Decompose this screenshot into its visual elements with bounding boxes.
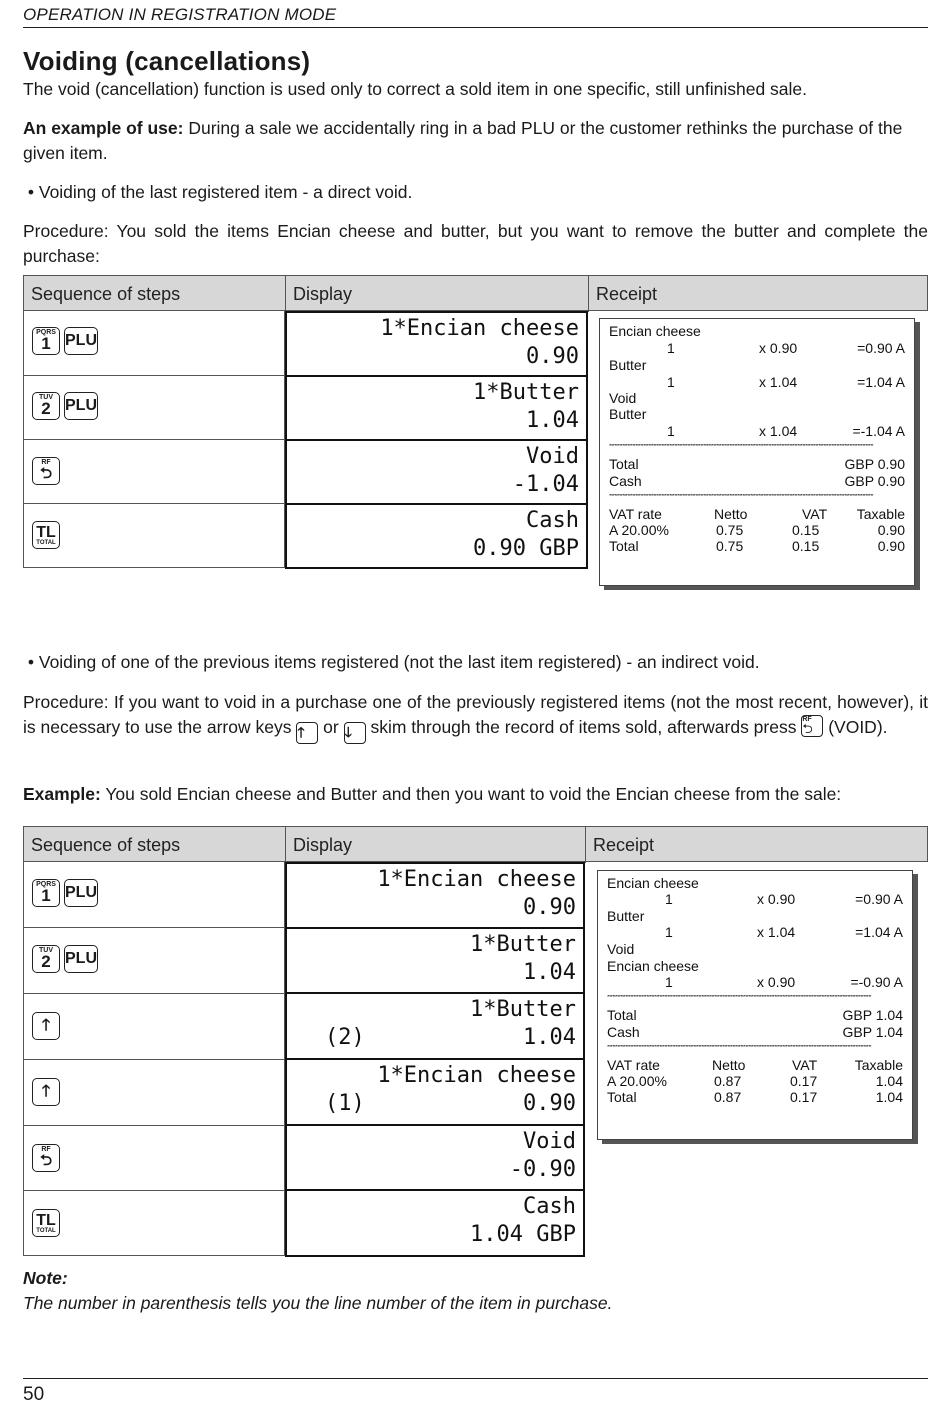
- vat-cell: 0.75: [716, 522, 744, 538]
- key-void-rf: [32, 457, 60, 485]
- vat-cell: 0.15: [792, 522, 820, 538]
- column-header-steps: Sequence of steps: [24, 827, 286, 863]
- column-header-receipt: Receipt: [593, 835, 655, 855]
- step-row: [23, 994, 285, 1060]
- key-arrow-up: [32, 1012, 60, 1040]
- display-panel: [285, 862, 585, 930]
- key-sub-label: TUV: [39, 394, 53, 401]
- receipt-void-label: Void: [609, 390, 637, 406]
- table-header: [23, 275, 928, 311]
- display-line-2: [287, 1156, 576, 1184]
- receipt-indirect-void: [597, 870, 913, 1140]
- steps-table-indirect-void: [23, 826, 928, 1256]
- receipt-line: [607, 908, 903, 925]
- receipt-vat-row: [607, 1073, 903, 1090]
- receipt-line: [607, 891, 903, 908]
- receipt-amount: =1.04 A: [857, 374, 905, 390]
- page-number: 50: [23, 1384, 45, 1405]
- vat-cell: Total: [607, 1089, 637, 1105]
- vat-cell: 0.90: [877, 522, 905, 538]
- receipt-price: x 0.90: [757, 891, 796, 907]
- steps-table-direct-void: [23, 275, 928, 575]
- void-arrow-icon: ⮌: [802, 721, 813, 736]
- receipt-qty: 1: [667, 374, 675, 390]
- display-line-1: Void: [526, 444, 579, 469]
- bullet-direct-void-text: Voiding of the last registered item - a direct void.: [38, 182, 413, 202]
- vat-cell: Total: [609, 538, 639, 554]
- receipt-separator: *****************************************************************************************************: [607, 995, 871, 1001]
- step-row: [23, 862, 285, 928]
- arrow-up-icon: 🡑: [41, 1017, 51, 1034]
- vat-cell: 1.04: [875, 1073, 903, 1089]
- key-2: [32, 945, 60, 973]
- key-sub-label: PQRS: [36, 329, 56, 336]
- receipt-qty: 1: [665, 891, 673, 907]
- column-header-display: Display: [286, 276, 589, 312]
- vat-cell: 0.15: [792, 538, 820, 554]
- display-line-2: -1.04: [512, 472, 579, 497]
- display-line-1: 1*Encian cheese: [377, 867, 576, 892]
- display-line-2: 0.90: [526, 344, 579, 369]
- receipt-item-name: Butter: [609, 357, 647, 373]
- arrow-up-icon: 🡑: [41, 1083, 51, 1100]
- key-label: 1: [41, 334, 51, 353]
- display-line-1: Cash: [523, 1194, 576, 1219]
- receipt-cash-value: GBP 1.04: [842, 1024, 903, 1040]
- key-label: TL: [36, 524, 56, 541]
- receipt-total-label: Total: [607, 1007, 637, 1023]
- key-plu: [64, 879, 98, 907]
- receipt-price: x 1.04: [759, 423, 798, 439]
- example-2-paragraph: [23, 782, 928, 807]
- key-sub-label: RF: [802, 716, 812, 723]
- arrow-down-glyph: 🡓: [344, 724, 352, 740]
- running-header: OPERATION IN REGISTRATION MODE: [23, 5, 928, 28]
- receipt-line: [609, 423, 905, 440]
- vat-col: VAT rate: [607, 1057, 660, 1073]
- receipt-line: [609, 473, 905, 490]
- receipt-line: [607, 924, 903, 941]
- receipt-line: [609, 390, 905, 407]
- receipt-cash-value: GBP 0.90: [844, 473, 905, 489]
- key-plu: [64, 392, 98, 420]
- vat-col: VAT rate: [609, 506, 662, 522]
- key-total: [32, 1209, 60, 1237]
- bullet-indirect-void: • Voiding of one of the previous items registered (not the last item registered) - an indirect void.: [23, 652, 760, 672]
- receipt-qty: 1: [667, 340, 675, 356]
- vat-cell: 0.17: [790, 1089, 818, 1105]
- display-line-2: [287, 894, 576, 922]
- column-header-steps: Sequence of steps: [24, 276, 286, 312]
- receipt-vat-row: [609, 538, 905, 555]
- receipt-line: [607, 1007, 903, 1024]
- receipt-separator: *****************************************************************************************************: [607, 1045, 871, 1051]
- display-line-2: [287, 1090, 576, 1118]
- receipt-line: [609, 340, 905, 357]
- receipt-cash-label: Cash: [607, 1024, 640, 1040]
- display-line-2: [287, 959, 576, 987]
- key-plu: [64, 327, 98, 355]
- receipt-amount: =0.90 A: [857, 340, 905, 356]
- void-arrow-icon: ⮌: [39, 1152, 52, 1169]
- display-value: 1.04: [523, 960, 576, 985]
- arrow-up-icon: [296, 722, 318, 744]
- step-row: [23, 440, 285, 504]
- receipt-price: x 1.04: [759, 374, 798, 390]
- receipt-item-name: Encian cheese: [607, 958, 699, 974]
- column-header-display: Display: [286, 827, 586, 863]
- receipt-amount: =-0.90 A: [850, 974, 903, 990]
- void-key-icon: [801, 715, 823, 737]
- display-line-1: 1*Butter: [470, 932, 576, 957]
- bullet-direct-void: • Voiding of the last registered item - a direct void.: [23, 182, 413, 202]
- procedure-2-text: Procedure: If you want to void in a purchase one of the previously registered items (not the most recent, however), it is necessary to use the arrow keys: [23, 692, 928, 737]
- receipt-item-name: Butter: [607, 908, 645, 924]
- key-sub-label: RF: [41, 1146, 51, 1153]
- example-2-text: You sold Encian cheese and Butter and then you want to void the Encian cheese from the sale:: [100, 784, 842, 804]
- vat-col: Netto: [714, 506, 748, 522]
- column-header-receipt: Receipt: [596, 284, 658, 304]
- display-line-2: 1.04: [526, 408, 579, 433]
- vat-col: Taxable: [856, 506, 905, 522]
- key-sub-label: TOTAL: [36, 540, 56, 546]
- key-label: 2: [41, 952, 51, 971]
- display-line-1: 1*Encian cheese: [377, 1063, 576, 1088]
- key-label: PLU: [65, 332, 97, 349]
- display-panel: [285, 927, 585, 995]
- vat-cell: 0.87: [714, 1089, 742, 1105]
- key-void-rf: [32, 1144, 60, 1172]
- receipt-line: [607, 958, 903, 975]
- display-panel: [285, 439, 588, 505]
- key-label: PLU: [65, 884, 97, 901]
- display-panel: [285, 992, 585, 1060]
- section-title: Voiding (cancellations): [23, 46, 311, 76]
- step-row: [23, 928, 285, 994]
- vat-col: Netto: [712, 1057, 746, 1073]
- display-line-1: Cash: [526, 508, 579, 533]
- vat-cell: 0.87: [714, 1073, 742, 1089]
- receipt-line: [609, 323, 905, 340]
- example-paragraph: [23, 116, 928, 166]
- footer-rule: [23, 1378, 928, 1379]
- key-sub-label: TOTAL: [36, 1228, 56, 1234]
- vat-col: Taxable: [854, 1057, 903, 1073]
- receipt-line: [607, 974, 903, 991]
- step-row: [23, 311, 285, 376]
- table-header: [23, 826, 928, 862]
- receipt-cash-label: Cash: [609, 473, 642, 489]
- key-label: TL: [36, 1212, 56, 1229]
- procedure-2-text: skim through the record of items sold, afterwards press: [365, 717, 802, 737]
- receipt-price: x 1.04: [757, 924, 796, 940]
- receipt-vat-row: [609, 522, 905, 539]
- key-arrow-up: [32, 1078, 60, 1106]
- display-line-number: (2): [325, 1025, 365, 1050]
- display-panel: [285, 375, 588, 441]
- key-plu: [64, 945, 98, 973]
- procedure-1: Procedure: You sold the items Encian cheese and butter, but you want to remove the butter and complete the purchase:: [23, 221, 928, 266]
- procedure-2-text: or: [318, 717, 344, 737]
- vat-col: VAT: [802, 506, 828, 522]
- arrow-up-glyph: 🡑: [297, 724, 305, 740]
- display-line-2: [287, 1024, 576, 1052]
- vat-cell: 0.17: [790, 1073, 818, 1089]
- receipt-line: [609, 456, 905, 473]
- receipt-amount: =1.04 A: [855, 924, 903, 940]
- note-text: The number in parenthesis tells you the line number of the item in purchase.: [23, 1293, 613, 1313]
- receipt-separator: *****************************************************************************************************: [609, 444, 873, 450]
- display-line-number: (1): [325, 1091, 365, 1116]
- receipt-void-label: Void: [607, 941, 635, 957]
- key-total: [32, 521, 60, 549]
- receipt-price: x 0.90: [759, 340, 798, 356]
- receipt-price: x 0.90: [757, 974, 796, 990]
- void-arrow-icon: ⮌: [39, 465, 52, 482]
- display-line-1: 1*Butter: [470, 997, 576, 1022]
- step-row: [23, 1191, 285, 1256]
- receipt-qty: 1: [665, 974, 673, 990]
- display-line-1: Void: [523, 1129, 576, 1154]
- key-1: [32, 327, 60, 355]
- receipt-item-name: Butter: [609, 406, 647, 422]
- vat-cell: A 20.00%: [609, 522, 669, 538]
- key-2: [32, 392, 60, 420]
- example-label: An example of use:: [23, 118, 184, 138]
- step-row: [23, 1060, 285, 1126]
- key-label: 1: [41, 886, 51, 905]
- receipt-amount: =-1.04 A: [852, 423, 905, 439]
- receipt-vat-header: [607, 1057, 903, 1074]
- display-panel: [285, 311, 588, 377]
- procedure-2: [23, 690, 928, 744]
- key-1: [32, 879, 60, 907]
- receipt-line: [607, 875, 903, 892]
- vat-cell: 0.75: [716, 538, 744, 554]
- display-value: 0.90: [523, 1091, 576, 1116]
- receipt-qty: 1: [665, 924, 673, 940]
- intro-paragraph: The void (cancellation) function is used only to correct a sold item in one specific, still unfinished sale.: [23, 79, 808, 99]
- receipt-direct-void: [599, 318, 915, 586]
- receipt-amount: =0.90 A: [855, 891, 903, 907]
- receipt-total-label: Total: [609, 456, 639, 472]
- receipt-vat-header: [609, 506, 905, 523]
- receipt-vat-row: [607, 1089, 903, 1106]
- key-label: PLU: [65, 950, 97, 967]
- receipt-qty: 1: [667, 423, 675, 439]
- display-line-1: 1*Butter: [473, 380, 579, 405]
- display-panel: [285, 503, 588, 569]
- display-line-1: 1*Encian cheese: [380, 316, 579, 341]
- display-panel: [285, 1189, 585, 1257]
- display-panel: [285, 1124, 585, 1192]
- vat-cell: A 20.00%: [607, 1073, 667, 1089]
- key-sub-label: RF: [41, 459, 51, 466]
- display-value: 1.04: [523, 1025, 576, 1050]
- receipt-total-value: GBP 1.04: [842, 1007, 903, 1023]
- receipt-line: [609, 406, 905, 423]
- step-row: [23, 376, 285, 440]
- display-line-2: 0.90 GBP: [473, 536, 579, 561]
- procedure-2-text: (VOID).: [823, 717, 888, 737]
- receipt-line: [607, 941, 903, 958]
- key-label: PLU: [65, 397, 97, 414]
- receipt-item-name: Encian cheese: [609, 323, 701, 339]
- receipt-line: [609, 357, 905, 374]
- receipt-total-value: GBP 0.90: [844, 456, 905, 472]
- key-sub-label: TUV: [39, 947, 53, 954]
- step-row: [23, 1126, 285, 1191]
- receipt-separator: *****************************************************************************************************: [609, 494, 873, 500]
- example-2-label: Example:: [23, 784, 101, 804]
- arrow-down-icon: [344, 722, 366, 744]
- display-panel: [285, 1058, 585, 1126]
- step-row: [23, 504, 285, 568]
- key-sub-label: PQRS: [36, 881, 56, 888]
- display-line-2: [287, 1221, 576, 1249]
- display-value: -0.90: [509, 1157, 576, 1182]
- receipt-line: [607, 1024, 903, 1041]
- vat-cell: 0.90: [877, 538, 905, 554]
- receipt-item-name: Encian cheese: [607, 875, 699, 891]
- vat-cell: 1.04: [875, 1089, 903, 1105]
- display-value: 0.90: [523, 895, 576, 920]
- display-value: 1.04 GBP: [470, 1222, 576, 1247]
- bullet-indirect-void-text: Voiding of one of the previous items registered (not the last item registered) - an indirect void.: [38, 652, 760, 672]
- key-label: 2: [41, 399, 51, 418]
- note-title: Note:: [23, 1268, 68, 1288]
- vat-col: VAT: [792, 1057, 818, 1073]
- receipt-line: [609, 374, 905, 391]
- example-text: During a sale we accidentally ring in a bad PLU or the customer rethinks the purchase of the given item.: [23, 118, 903, 163]
